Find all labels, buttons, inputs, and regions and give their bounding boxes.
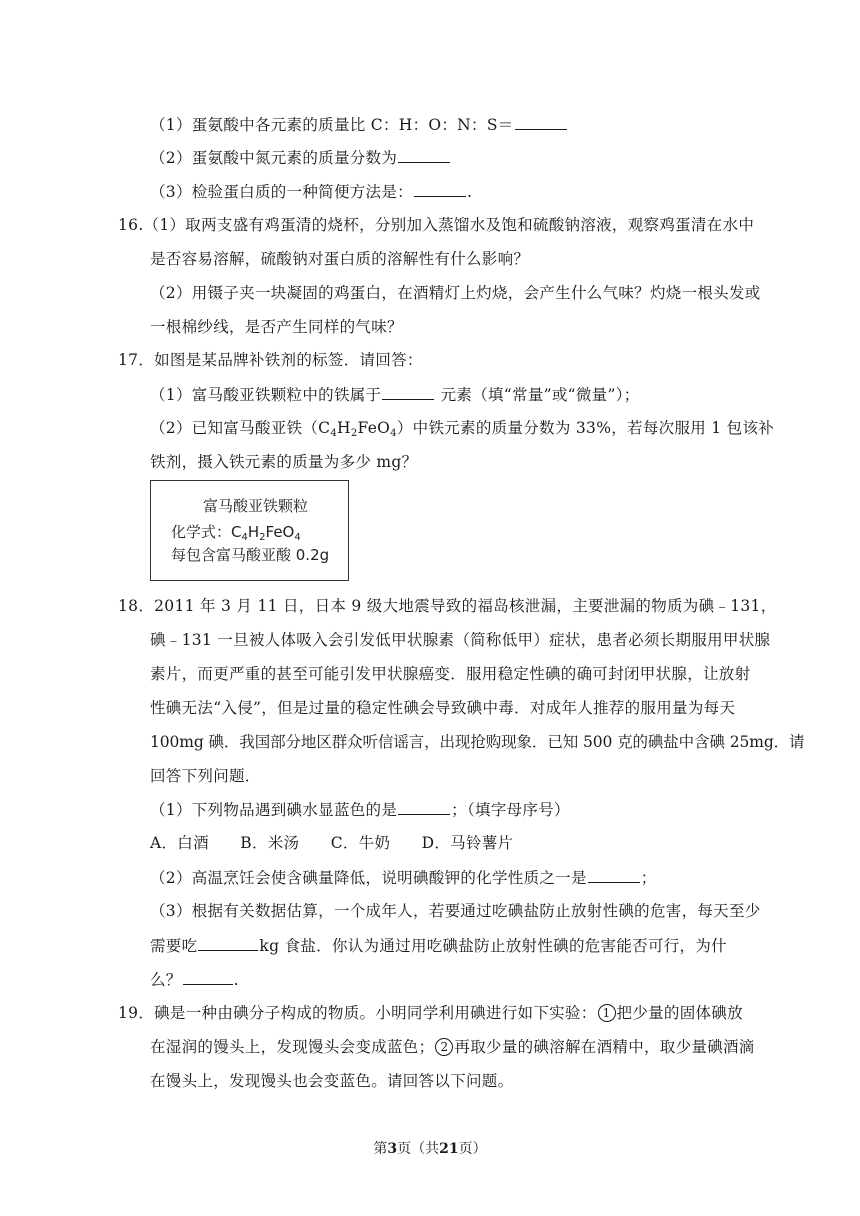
- q17-part2: （2）已知富马酸亚铁$(C_4H_2FeO_4)$中铁元素的质量分数为 33%，若每次服用 1 包该补: [150, 419, 775, 439]
- page-footer: 第3页（共21页）: [373, 1141, 487, 1157]
- q17-line1: 17．如图是某品牌补铁剂的标签．请回答：: [118, 351, 423, 369]
- product-label-figure: [150, 480, 349, 581]
- label-title: 富马酸亚铁颗粒: [203, 497, 309, 515]
- q19-line1: 19．碘是一种由碘分子构成的物质。小明同学利用碘进行如下实验： 1 把少量的固体碘放: [118, 1004, 743, 1022]
- q17-line4: 铁剂，摄入铁元素的质量为多少 mg？: [150, 453, 418, 471]
- label-formula: 化学式：$C_4H_2FeO_4$: [171, 523, 301, 543]
- q18-line4: 性碘无法“入侵”，但是过量的稳定性碘会导致碘中毒．对成年人推荐的服用量为每天: [150, 699, 736, 717]
- q16-line4: 一根棉纱线，是否产生同样的气味？: [150, 318, 403, 336]
- label-dose: 每包含富马酸亚酸 0.2g: [171, 546, 330, 564]
- q18-line2: 碘﹣131 一旦被人体吸入会引发低甲状腺素（简称低甲）症状，患者必须长期服用甲状腺: [150, 631, 771, 649]
- answer-blank[interactable]: [515, 114, 567, 130]
- q17-part1: （1）富马酸亚铁颗粒中的铁属于 元素（填“常量”或“微量”）；: [150, 386, 640, 404]
- q16-line3: （2）用镊子夹一块凝固的鸡蛋白，在酒精灯上灼烧，会产生什么气味？灼烧一根头发或: [150, 284, 761, 302]
- page-total: 21: [439, 1141, 459, 1157]
- q15-part2: （2）蛋氨酸中氮元素的质量分数为: [150, 147, 451, 168]
- q18-line3: 素片，而更严重的甚至可能引发甲状腺癌变．服用稳定性碘的确可封闭甲状腺，让放射: [150, 665, 751, 683]
- page-number: 3: [387, 1141, 398, 1157]
- answer-blank[interactable]: [398, 147, 450, 163]
- q18-line10: 需要吃 kg 食盐．你认为通过用吃碘盐防止放射性碘的危害能否可行，为什: [150, 937, 727, 955]
- q18-line5: 100mg 碘．我国部分地区群众听信谣言，出现抢购现象．已知 500 克的碘盐中含碘 25mg．请: [150, 733, 805, 751]
- q18-options: A．白酒 B．米汤 C．牛奶 D．马铃薯片: [150, 834, 514, 852]
- answer-blank[interactable]: [414, 181, 466, 197]
- q19-line2: 在湿润的馒头上，发现馒头会变成蓝色； 2 再取少量的碘溶解在酒精中，取少量碘酒滴: [150, 1038, 755, 1056]
- answer-blank[interactable]: [198, 935, 258, 951]
- q19-line3: 在馒头上，发现馒头也会变蓝色。请回答以下问题。: [150, 1072, 514, 1090]
- q18-line6: 回答下列问题．: [150, 767, 261, 785]
- q16-line2: 是否容易溶解，硫酸钠对蛋白质的溶解性有什么影响？: [150, 250, 530, 268]
- q15-part1: （1）蛋氨酸中各元素的质量比 C：H：O：N：S＝: [150, 114, 568, 135]
- answer-blank[interactable]: [382, 384, 434, 400]
- answer-blank[interactable]: [183, 969, 233, 985]
- q18-line1: 18．2011 年 3 月 11 日，日本 9 级大地震导致的福岛核泄漏，主要泄漏的物质为碘﹣131，: [118, 597, 777, 615]
- q18-part3: （3）根据有关数据估算，一个成年人，若要通过吃碘盐防止放射性碘的危害，每天至少: [150, 902, 761, 920]
- answer-blank[interactable]: [398, 799, 450, 815]
- q18-line11: 么？ .: [150, 971, 239, 989]
- q18-part2: （2）高温烹饪会使含碘量降低，说明碘酸钾的化学性质之一是 ；: [150, 869, 657, 887]
- circled-number-1: 1: [598, 1004, 616, 1022]
- circled-number-2: 2: [435, 1038, 453, 1056]
- answer-blank[interactable]: [588, 867, 640, 883]
- q16-line1: 16.（1）取两支盛有鸡蛋清的烧杯，分别加入蒸馏水及饱和硫酸钠溶液，观察鸡蛋清在水中: [118, 216, 755, 234]
- q18-part1: （1）下列物品遇到碘水显蓝色的是 ；（填字母序号）: [150, 801, 570, 819]
- q15-part3: （3）检验蛋白质的一种简便方法是： .: [150, 183, 473, 201]
